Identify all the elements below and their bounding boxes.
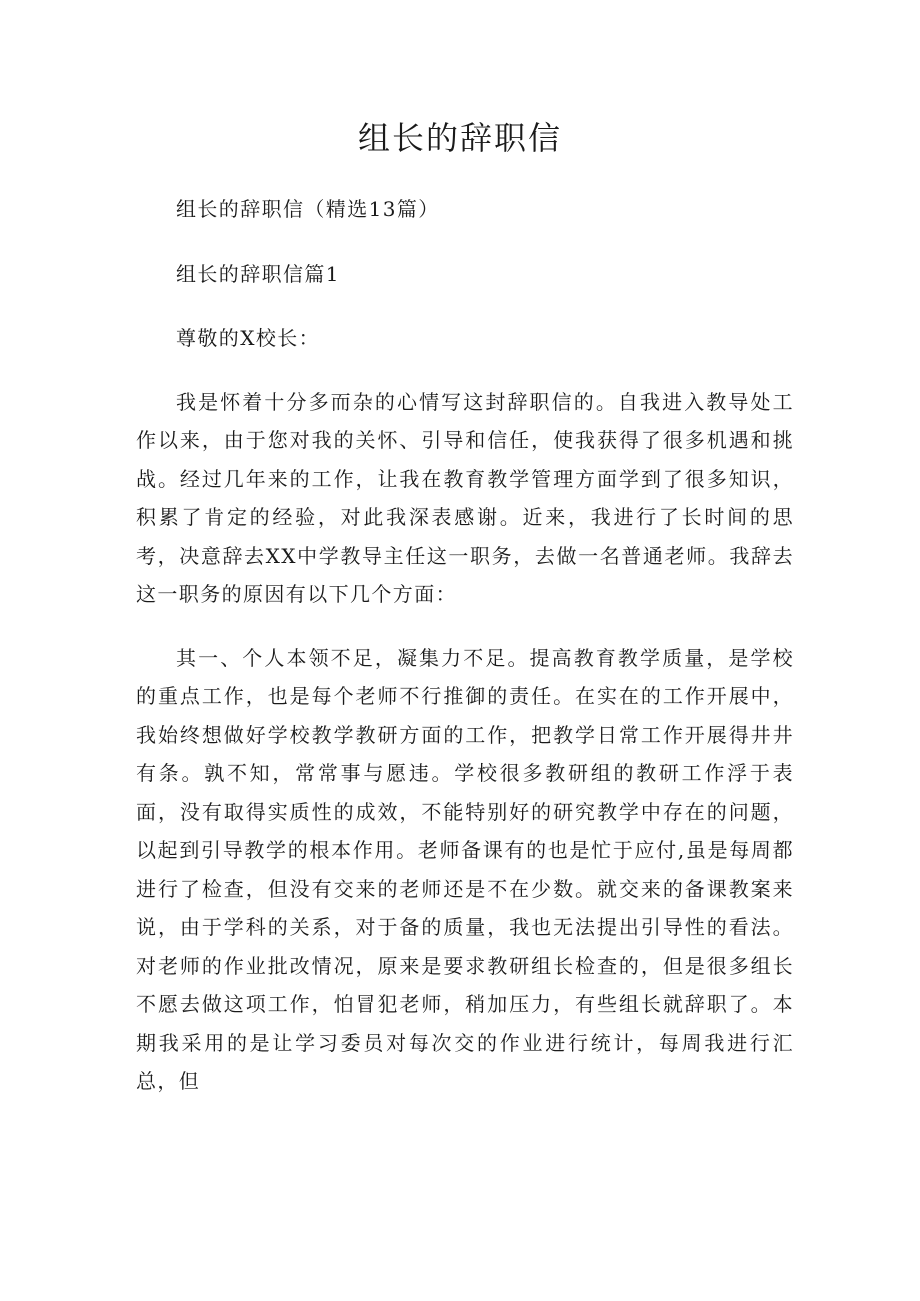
document-title: 组长的辞职信: [357, 119, 562, 157]
paragraph: 其一、个人本领不足，凝集力不足。提高教育教学质量，是学校的重点工作，也是每个老师不行推御的责任。在实在的工作开展中，我始终想做好学校教学教研方面的工作，把教学日常工作开展得井井有条。孰不知，常常事与愿违。学校很多教研组的教研工作浮于表面，没有取得实质性的成效，不能特别好的研究教学中存在的问题，以起到引导教学的根本作用。老师备课有的也是忙于应付,虽是每周都进行了检查，但没有交来的老师还是不在少数。就交来的备课教案来说，由于学科的关系，对于备的质量，我也无法提出引导性的看法。对老师的作业批改情况，原来是要求教研组长检查的，但是很多组长不愿去做这项工作，怕冒犯老师，稍加压力，有些组长就辞职了。本期我采用的是让学习委员对每次交的作业进行统计，每周我进行汇总，但: [136, 645, 794, 1093]
paragraph: 我是怀着十分多而杂的心情写这封辞职信的。自我进入教导处工作以来，由于您对我的关怀、引导和信任，使我获得了很多机遇和挑战。经过几年来的工作，让我在教育教学管理方面学到了很多知识，积累了肯定的经验，对此我深表感谢。近来，我进行了长时间的思考，决意辞去XX中学教导主任这一职务，去做一名普通老师。我辞去这一职务的原因有以下几个方面：: [136, 389, 794, 606]
document-body: [136, 190, 794, 1101]
document-subtitle: 组长的辞职信（精选13篇）: [176, 197, 440, 221]
section-heading: 组长的辞职信篇1: [176, 261, 340, 286]
salutation: 尊敬的X校长：: [176, 326, 321, 350]
